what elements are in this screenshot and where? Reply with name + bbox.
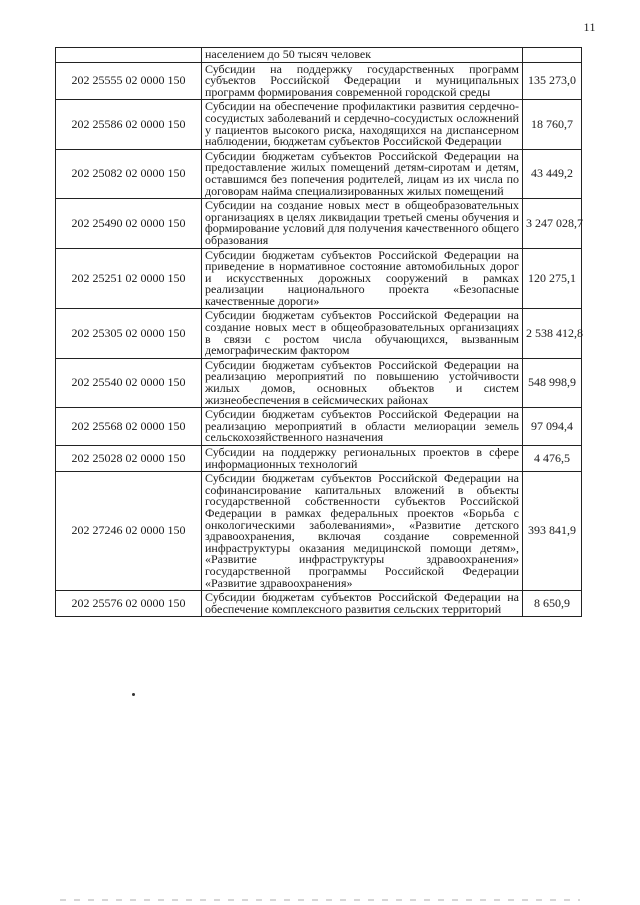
description-cell: Субсидии на поддержку государственных программ субъектов Российской Федерации и муниципальных программ формирования современной городской среды xyxy=(202,62,523,100)
budget-code-cell: 202 25576 02 0000 150 xyxy=(56,591,202,617)
page-number: 11 xyxy=(583,20,596,34)
table-row xyxy=(56,472,582,591)
description-cell: Субсидии бюджетам субъектов Российской Федерации на создание новых мест в общеобразовательных организациях в связи с ростом числа обучающихся, вызванным демографическим фактором xyxy=(202,309,523,358)
description-cell: Субсидии бюджетам субъектов Российской Федерации на предоставление жилых помещений детям-сиротам и детям, оставшимся без попечения родителей, лицам из их числа по договорам найма специализированных жилых помещений xyxy=(202,149,523,198)
table-row xyxy=(56,591,582,617)
table-body xyxy=(56,48,582,617)
table-row xyxy=(56,446,582,472)
scan-speck xyxy=(132,693,135,696)
description-cell: Субсидии бюджетам субъектов Российской Федерации на приведение в нормативное состояние автомобильных дорог и искусственных дорожных сооружений в рамках реализации национального проекта «Безопасные качественные дороги» xyxy=(202,248,523,309)
scan-artifact xyxy=(60,899,580,901)
amount-cell xyxy=(523,48,582,63)
amount-cell: 2 538 412,8 xyxy=(523,309,582,358)
description-cell: Субсидии бюджетам субъектов Российской Федерации на софинансирование капитальных вложений в объекты государственной собственности субъектов Российской Федерации в рамках федеральных проектов «Борьба с онкологическими заболеваниями», «Развитие детского здравоохранения, включая создание современной инфраструктуры оказания медицинской помощи детям», «Развитие инфраструктуры здравоохранения» государственной программы Российской Федерации «Развитие здравоохранения» xyxy=(202,472,523,591)
budget-code-cell: 202 25586 02 0000 150 xyxy=(56,100,202,149)
amount-cell: 393 841,9 xyxy=(523,472,582,591)
table-row xyxy=(56,408,582,446)
description-cell: Субсидии бюджетам субъектов Российской Федерации на реализацию мероприятий в области мелиорации земель сельскохозяйственного назначения xyxy=(202,408,523,446)
table-row xyxy=(56,309,582,358)
description-cell: Субсидии бюджетам субъектов Российской Федерации на реализацию мероприятий по повышению устойчивости жилых домов, основных объектов и систем жизнеобеспечения в сейсмических районах xyxy=(202,358,523,407)
table-row xyxy=(56,199,582,248)
description-cell: Субсидии на поддержку региональных проектов в сфере информационных технологий xyxy=(202,446,523,472)
table-row xyxy=(56,358,582,407)
table-row xyxy=(56,62,582,100)
table-row xyxy=(56,248,582,309)
budget-code-cell xyxy=(56,48,202,63)
budget-code-cell: 202 25251 02 0000 150 xyxy=(56,248,202,309)
budget-code-cell: 202 25028 02 0000 150 xyxy=(56,446,202,472)
budget-code-cell: 202 25555 02 0000 150 xyxy=(56,62,202,100)
description-cell: Субсидии бюджетам субъектов Российской Федерации на обеспечение комплексного развития сельских территорий xyxy=(202,591,523,617)
budget-code-cell: 202 25082 02 0000 150 xyxy=(56,149,202,198)
table-row xyxy=(56,149,582,198)
budget-subsidies-table xyxy=(55,47,582,617)
budget-code-cell: 202 25305 02 0000 150 xyxy=(56,309,202,358)
table-row xyxy=(56,100,582,149)
amount-cell: 43 449,2 xyxy=(523,149,582,198)
amount-cell: 4 476,5 xyxy=(523,446,582,472)
description-cell: Субсидии на обеспечение профилактики развития сердечно-сосудистых заболеваний и сердечно-сосудистых осложнений у пациентов высокого риска, находящихся на диспансерном наблюдении, бюджетам субъектов Российской Федерации xyxy=(202,100,523,149)
table-row xyxy=(56,48,582,63)
description-cell: Субсидии на создание новых мест в общеобразовательных организациях в целях ликвидации третьей смены обучения и формирование условий для получения качественного общего образования xyxy=(202,199,523,248)
amount-cell: 548 998,9 xyxy=(523,358,582,407)
budget-code-cell: 202 27246 02 0000 150 xyxy=(56,472,202,591)
description-cell: населением до 50 тысяч человек xyxy=(202,48,523,63)
amount-cell: 120 275,1 xyxy=(523,248,582,309)
amount-cell: 18 760,7 xyxy=(523,100,582,149)
amount-cell: 97 094,4 xyxy=(523,408,582,446)
amount-cell: 3 247 028,7 xyxy=(523,199,582,248)
budget-code-cell: 202 25490 02 0000 150 xyxy=(56,199,202,248)
amount-cell: 8 650,9 xyxy=(523,591,582,617)
budget-code-cell: 202 25568 02 0000 150 xyxy=(56,408,202,446)
amount-cell: 135 273,0 xyxy=(523,62,582,100)
budget-code-cell: 202 25540 02 0000 150 xyxy=(56,358,202,407)
